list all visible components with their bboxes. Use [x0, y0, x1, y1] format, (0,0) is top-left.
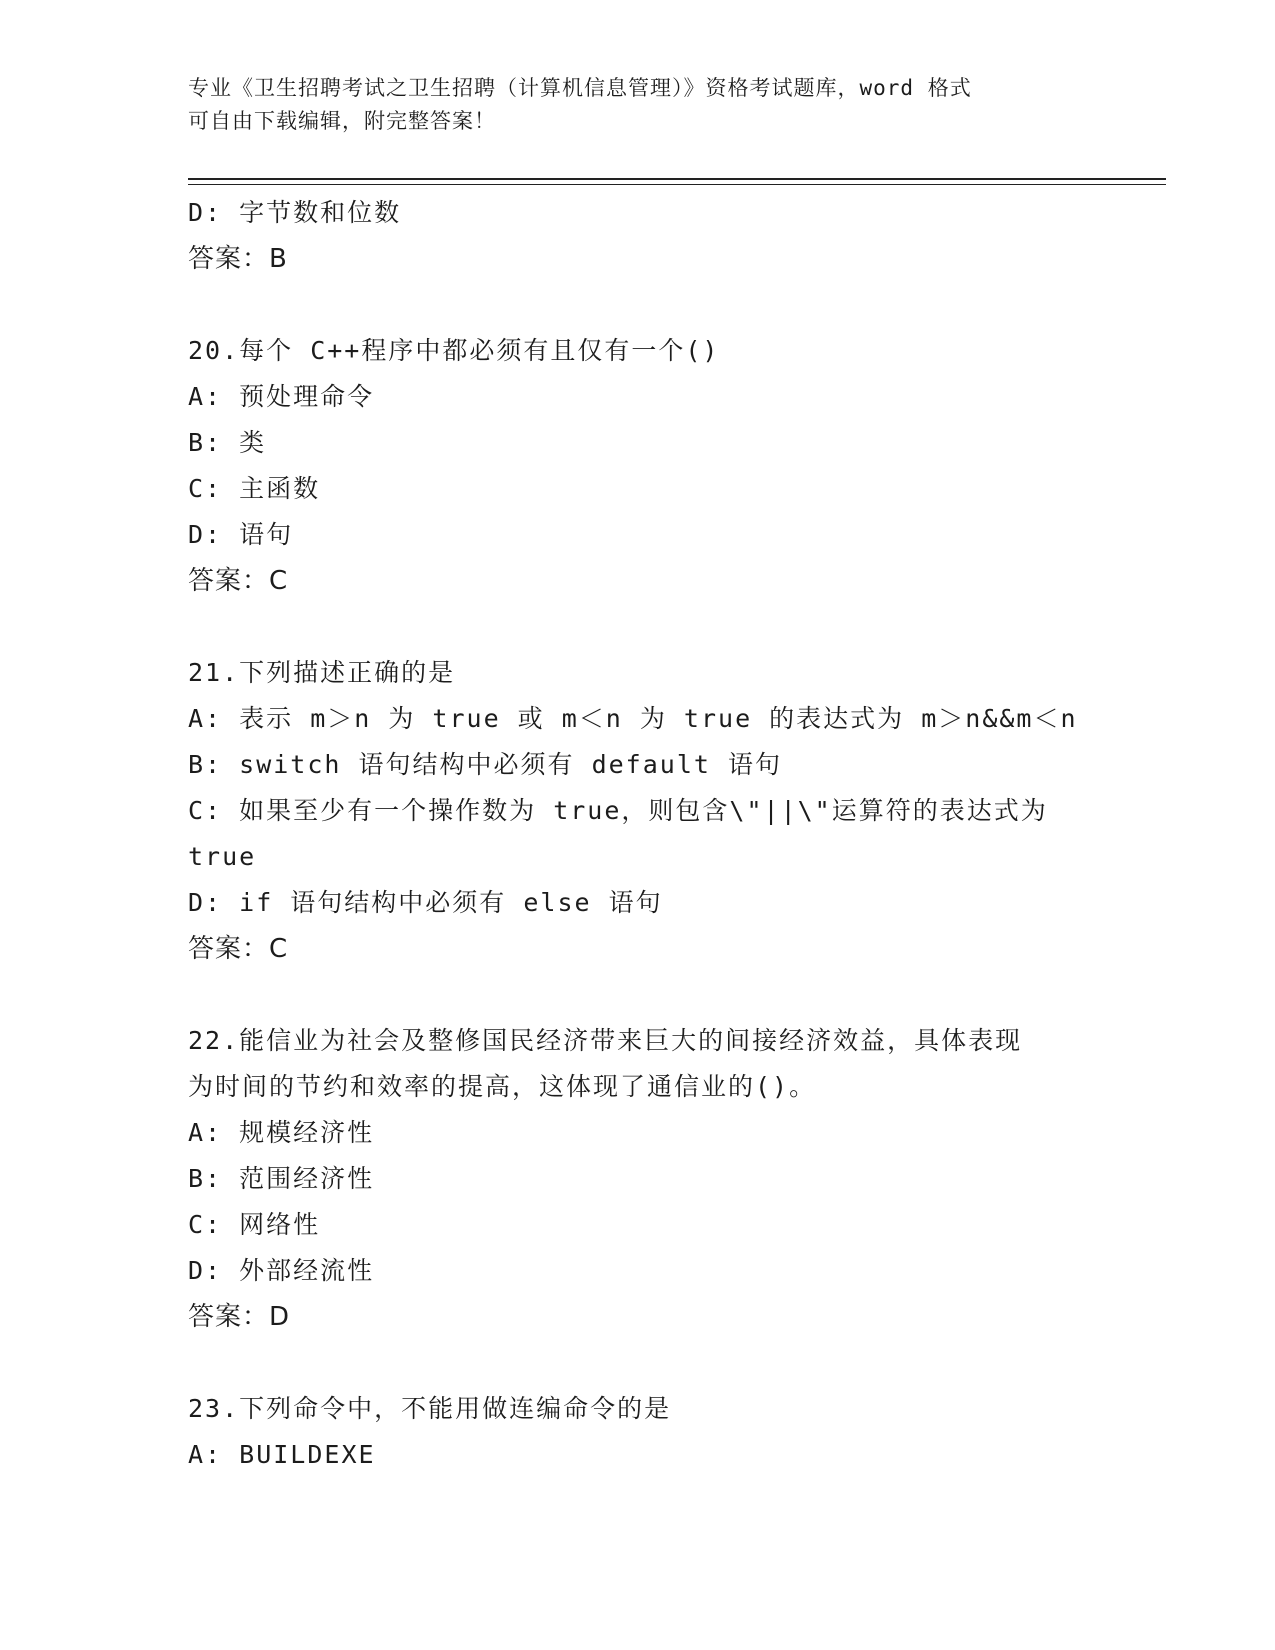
header-line-2: 可自由下载编辑，附完整答案！ — [188, 109, 496, 133]
question-block-22 — [188, 1018, 1088, 1340]
option-a: A: BUILDEXE — [188, 1440, 376, 1469]
spacer — [188, 972, 1088, 1018]
option-c: C: 如果至少有一个操作数为 true，则包含\"||\"运算符的表达式为 — [188, 796, 1048, 825]
option-d: D: 字节数和位数 — [188, 198, 402, 227]
question-text: 22.能信业为社会及整修国民经济带来巨大的间接经济效益，具体表现 — [188, 1026, 1023, 1055]
option-c: C: 主函数 — [188, 474, 321, 503]
option-b: B: 类 — [188, 428, 267, 457]
question-list — [188, 190, 1088, 1478]
option-b: B: 范围经济性 — [188, 1164, 375, 1193]
option-d: D: if 语句结构中必须有 else 语句 — [188, 888, 663, 917]
question-block-23 — [188, 1386, 1088, 1478]
option-b: B: switch 语句结构中必须有 default 语句 — [188, 750, 782, 779]
option-d: D: 外部经流性 — [188, 1256, 375, 1285]
question-text-continued: 为时间的节约和效率的提高，这体现了通信业的()。 — [188, 1072, 817, 1101]
answer-line: 答案：C — [188, 566, 289, 596]
answer-line: 答案：D — [188, 1302, 291, 1332]
question-text: 21.下列描述正确的是 — [188, 658, 456, 687]
answer-line: 答案：B — [188, 244, 288, 274]
question-block-21 — [188, 650, 1088, 972]
question-block-20 — [188, 328, 1088, 604]
option-a: A: 预处理命令 — [188, 382, 375, 411]
header-line-1: 专业《卫生招聘考试之卫生招聘（计算机信息管理）》资格考试题库，word 格式 — [188, 76, 972, 100]
spacer — [188, 282, 1088, 328]
option-c: C: 网络性 — [188, 1210, 321, 1239]
answer-line: 答案：C — [188, 934, 289, 964]
question-text: 23.下列命令中，不能用做连编命令的是 — [188, 1394, 672, 1423]
spacer — [188, 1340, 1088, 1386]
page-header — [188, 72, 1088, 138]
spacer — [188, 604, 1088, 650]
option-a: A: 表示 m＞n 为 true 或 m＜n 为 true 的表达式为 m＞n&&m＜n — [188, 704, 1078, 733]
question-text: 20.每个 C++程序中都必须有且仅有一个() — [188, 336, 720, 365]
header-divider-thick — [188, 178, 1166, 180]
question-block-prev — [188, 190, 1088, 282]
header-divider-thin — [188, 184, 1166, 185]
option-d: D: 语句 — [188, 520, 294, 549]
option-c-continued: true — [188, 842, 257, 871]
option-a: A: 规模经济性 — [188, 1118, 375, 1147]
